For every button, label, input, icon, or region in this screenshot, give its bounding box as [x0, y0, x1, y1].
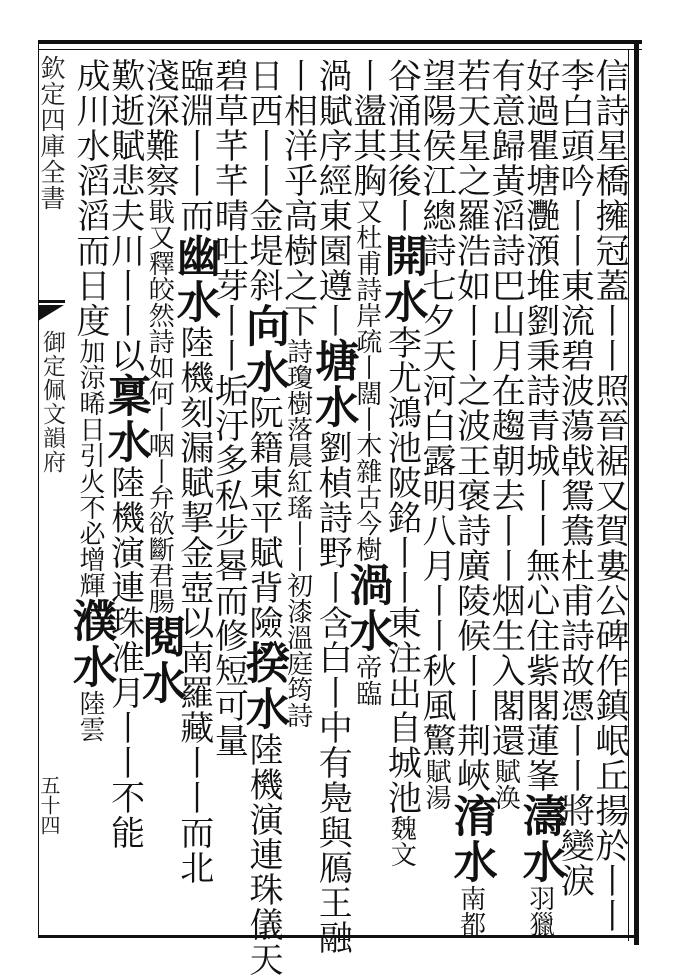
column-text: 陸機演連珠儀天: [243, 732, 283, 977]
fishtail-rule: [38, 300, 65, 303]
frame-top-inner-border: [38, 49, 642, 50]
frame-top-border: [38, 40, 642, 44]
column-text: 丨相洋乎高樹之下: [277, 58, 318, 338]
column-text: 丨丨垢汙多私: [208, 303, 249, 513]
column-text: 歎逝賦悲夫川丨丨以: [104, 58, 145, 373]
headword: 開水: [376, 233, 428, 325]
column-text: 望陽侯江總詩七夕天河白露明八月丨丨秋風驚: [416, 58, 456, 758]
column-text: 魏文: [386, 815, 417, 867]
column-text: 陸雲: [75, 690, 105, 742]
page-number: 五十四: [37, 775, 61, 835]
column-text: 賦湯: [421, 758, 451, 810]
headword: 幽水: [168, 233, 220, 325]
column-text: 渦賦序經東園遵丨: [312, 58, 353, 338]
headword: 閱水: [134, 614, 186, 706]
column-text: 又杜甫詩岸疏丨闊丨木雜古今樹: [351, 198, 382, 562]
headword: 向水: [238, 303, 289, 395]
headword: 濤水: [514, 793, 566, 885]
column-text: 有意歸黃滔詩巴山月在趨朝去丨丨烟生入閣還: [485, 58, 526, 758]
column-text: 賦涣: [490, 758, 521, 810]
column-text: 成川水滔滔而日度: [70, 58, 110, 338]
headword: 揆水: [238, 640, 289, 732]
column-text: 羽獵: [524, 885, 555, 937]
headword: 稟水: [99, 373, 151, 465]
column-text: 劉楨詩野丨含白丨中有鳧與鴈王融: [312, 430, 353, 955]
column-text: 若天星之羅浩如丨丨之波王褒詩廣陵候丨丨荆峽: [450, 58, 491, 793]
text-column: [65, 58, 116, 933]
column-text: 丨盪其胸: [346, 58, 387, 198]
column-text: 信詩星橋擁冠蓋丨丨照晉裾又賀婁公碑作鎮岷丘揚於丨丨: [589, 58, 629, 933]
column-text: 加涼晞日引火不必增輝: [75, 338, 105, 598]
fishtail-mark: [38, 305, 64, 321]
column-text: 陸機刻漏賦挈金壺以南羅藏丨丨而北: [173, 325, 214, 885]
column-text: 李尤鴻池陂銘丨丨東注出自城池: [381, 325, 422, 815]
headword: 塘水: [307, 338, 359, 430]
column-text: 戢又釋皎然詩如何丨咽丨弁欲斷君腸: [144, 198, 175, 614]
margin-book-title: 欽定四庫全書: [37, 55, 66, 211]
frame-right-border: [634, 40, 639, 945]
column-text: 臨淵丨丨而: [173, 58, 214, 233]
column-text: 詩瓊樹落晨紅瑤丨丨初漆溫庭筠詩: [282, 338, 313, 728]
column-text: 好過瞿塘灧澦堆劉秉詩青城丨丨無心住紫閣蓮峯: [519, 58, 560, 793]
column-text: 阮籍東平賦背險: [243, 395, 283, 640]
margin-volume-title: 御定佩文韻府: [39, 330, 65, 474]
column-text: 陸機演連珠准月丨丨不能: [104, 465, 145, 850]
column-text: 碧草芊芊晴吐芽: [208, 58, 249, 303]
headword: 濮水: [65, 598, 116, 690]
column-text: 淺深難察: [139, 58, 180, 198]
column-text: 步晷而修短可量: [208, 513, 249, 758]
headword: 淯水: [445, 793, 497, 885]
column-text: 日西丨丨金堤斜: [243, 58, 283, 303]
column-text: 帝臨: [351, 654, 382, 706]
headword: 渦水: [341, 562, 393, 654]
column-text: 李白頭吟丨丨東流碧波蕩㦸鴛鴦杜甫詩故憑丨丨將變淚: [554, 58, 595, 898]
column-text: 谷涌其後丨: [381, 58, 422, 233]
column-text: 南都: [455, 885, 486, 937]
